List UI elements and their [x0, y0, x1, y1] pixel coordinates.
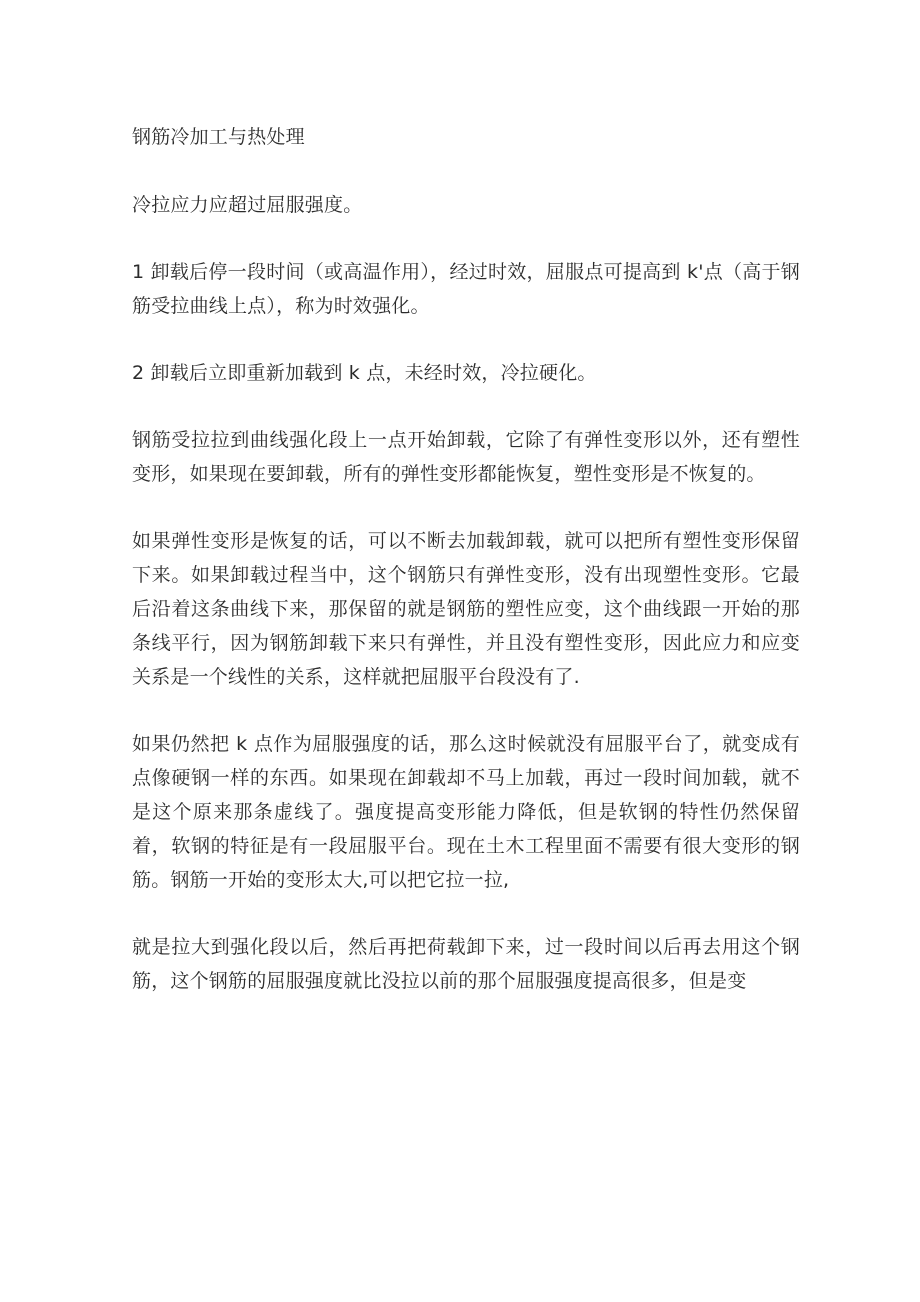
paragraph-yield-strength-change: 如果仍然把 k 点作为屈服强度的话，那么这时候就没有屈服平台了，就变成有点像硬钢一样的东西。如果现在卸载却不马上加载，再过一段时间加载，就不是这个原来那条虚线了。强度提高变形能力降低，但是软钢的特性仍然保留着，软钢的特征是有一段屈服平台。现在土木工程里面不需要有很大变形的钢筋。钢筋一开始的变形太大,可以把它拉一拉, [132, 733, 800, 891]
document-title: 钢筋冷加工与热处理 [132, 126, 305, 148]
paragraph-unloading-deformation: 钢筋受拉拉到曲线强化段上一点开始卸载，它除了有弹性变形以外，还有塑性变形，如果现在要卸载，所有的弹性变形都能恢复，塑性变形是不恢复的。 [132, 429, 800, 485]
paragraph-plastic-deformation-retention: 如果弹性变形是恢复的话，可以不断去加载卸载，就可以把所有塑性变形保留下来。如果卸载过程当中，这个钢筋只有弹性变形，没有出现塑性变形。它最后沿着这条曲线下来，那保留的就是钢筋的塑性应变，这个曲线跟一开始的那条线平行，因为钢筋卸载下来只有弹性，并且没有塑性变形，因此应力和应变关系是一个线性的关系，这样就把屈服平台段没有了. [132, 530, 800, 688]
paragraph-strengthening-stage: 就是拉大到强化段以后，然后再把荷载卸下来，过一段时间以后再去用这个钢筋，这个钢筋的屈服强度就比没拉以前的那个屈服强度提高很多，但是变 [132, 936, 800, 992]
paragraph-cold-drawing-stress: 冷拉应力应超过屈服强度。 [132, 194, 363, 216]
paragraph-cold-drawing-hardening: 2 卸载后立即重新加载到 k 点，未经时效，冷拉硬化。 [132, 362, 597, 384]
document-body [132, 120, 800, 998]
paragraph-aging-strengthening: 1 卸载后停一段时间（或高温作用），经过时效，屈服点可提高到 k'点（高于钢筋受拉曲线上点），称为时效强化。 [132, 261, 800, 317]
